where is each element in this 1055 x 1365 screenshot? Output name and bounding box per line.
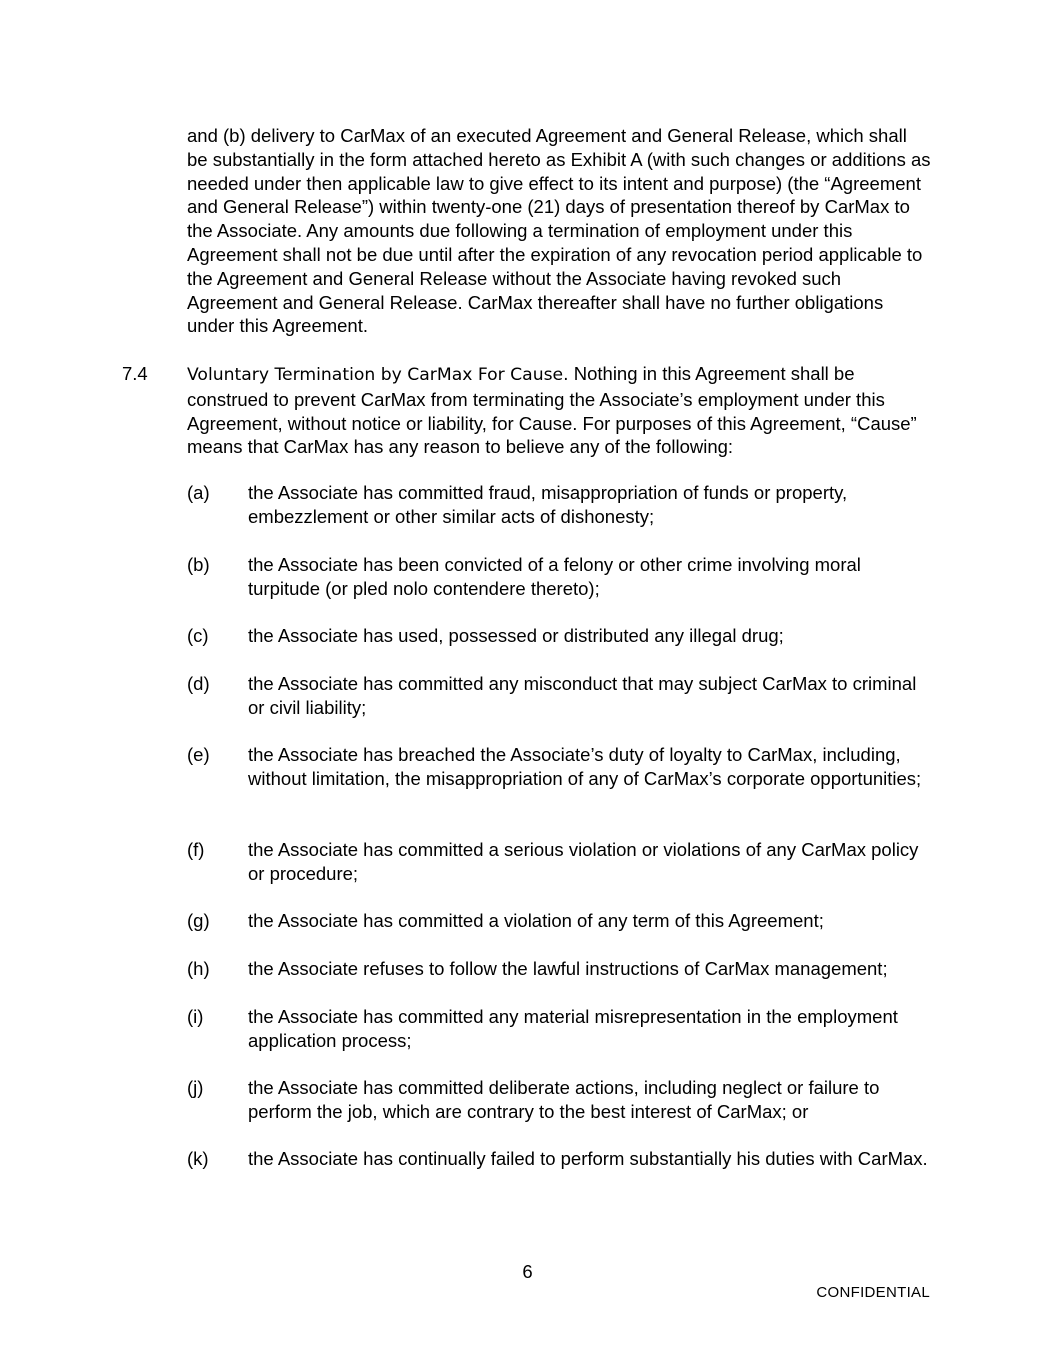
list-item-label: (d) xyxy=(187,673,210,694)
list-item-text: the Associate has used, possessed or distributed any illegal drug; xyxy=(248,625,784,646)
section-text: Nothing in this Agreement shall be construed to prevent CarMax from terminating the Associate’s employment under this Agreement, without notice or liability, for Cause. For purposes of this Agreement, “Cause” means that CarMax has any reason to believe any of the following: xyxy=(187,363,917,458)
continuation-paragraph xyxy=(187,124,932,338)
section-paragraph xyxy=(187,362,932,459)
page-number: 6 xyxy=(522,1261,533,1282)
list-item-text: the Associate refuses to follow the lawful instructions of CarMax management; xyxy=(248,958,888,979)
list-item-text: the Associate has continually failed to perform substantially his duties with CarMax. xyxy=(248,1148,928,1169)
list-item-text: the Associate has breached the Associate’s duty of loyalty to CarMax, including, without limitation, the misappropriation of any of CarMax’s corporate opportunities; xyxy=(248,744,922,789)
list-item-label: (b) xyxy=(187,554,210,575)
list-item-label: (h) xyxy=(187,958,210,979)
list-item-text: the Associate has committed deliberate actions, including neglect or failure to perform the job, which are contrary to the best interest of CarMax; or xyxy=(248,1077,880,1122)
list-item-label: (c) xyxy=(187,625,209,646)
list-item-label: (k) xyxy=(187,1148,209,1169)
section-number: 7.4 xyxy=(122,363,148,384)
section-heading: Voluntary Termination by CarMax For Cause. xyxy=(187,365,569,385)
list-item-text: the Associate has committed any material misrepresentation in the employment application process; xyxy=(248,1006,898,1051)
list-item-text: the Associate has been convicted of a felony or other crime involving moral turpitude (or pled nolo contendere thereto); xyxy=(248,554,861,599)
continuation-text: and (b) delivery to CarMax of an executed Agreement and General Release, which shall be substantially in the form attached hereto as Exhibit A (with such changes or additions as needed under then applicable law to give effect to its intent and purpose) (the “Agreement and General Release”) within twenty-one (21) days of presentation thereof by CarMax to the Associate. Any amounts due following a termination of employment under this Agreement shall not be due until after the expiration of any revocation period applicable to the Agreement and General Release without the Associate having revoked such Agreement and General Release. CarMax thereafter shall have no further obligations under this Agreement. xyxy=(187,125,931,337)
list-item-label: (j) xyxy=(187,1077,204,1098)
list-item-label: (e) xyxy=(187,744,210,765)
confidential-label: CONFIDENTIAL xyxy=(816,1284,930,1301)
list-item-label: (a) xyxy=(187,482,210,503)
list-item-label: (i) xyxy=(187,1006,204,1027)
list-item-text: the Associate has committed any misconduct that may subject CarMax to criminal or civil liability; xyxy=(248,673,917,718)
list-item-text: the Associate has committed a violation of any term of this Agreement; xyxy=(248,910,824,931)
list-item-text: the Associate has committed a serious violation or violations of any CarMax policy or procedure; xyxy=(248,839,919,884)
list-item-text: the Associate has committed fraud, misappropriation of funds or property, embezzlement or other similar acts of dishonesty; xyxy=(248,482,848,527)
list-item-label: (g) xyxy=(187,910,210,931)
list-item-label: (f) xyxy=(187,839,205,860)
